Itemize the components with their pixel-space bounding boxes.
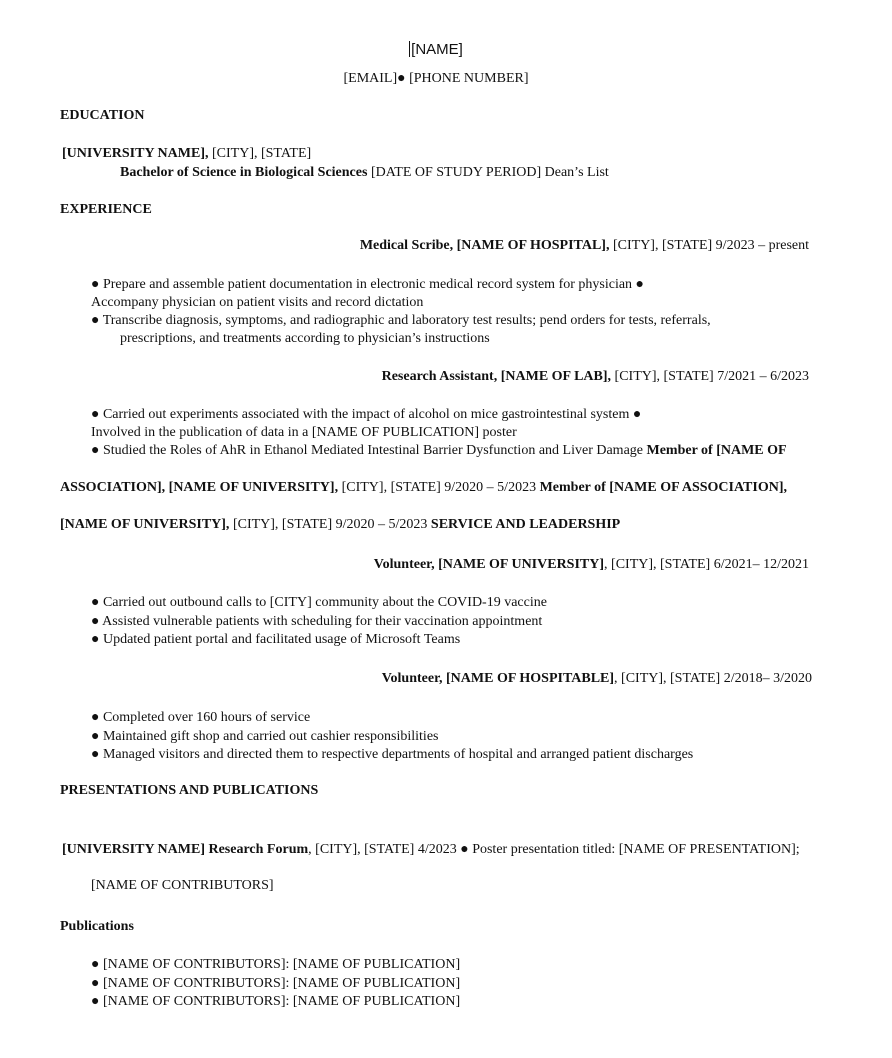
volunteer-2-title: Volunteer, [NAME OF HOSPITABLE] (381, 671, 615, 686)
service-heading: SERVICE AND LEADERSHIP (430, 517, 621, 532)
research-title-line (382, 368, 809, 386)
experience-heading: EXPERIENCE (60, 202, 152, 217)
forum-contributors: [NAME OF CONTRIBUTORS] (91, 878, 274, 893)
volunteer-1-bullet: ● Assisted vulnerable patients with scheduling for their vaccination appointment (91, 614, 543, 629)
presentations-heading: PRESENTATIONS AND PUBLICATIONS (60, 783, 319, 798)
volunteer-1-bullet: ● Updated patient portal and facilitated usage of Microsoft Teams (91, 632, 461, 647)
member-2-line (60, 516, 620, 534)
university-name: [UNIVERSITY NAME], (62, 146, 209, 161)
research-title: Research Assistant, [NAME OF LAB], (381, 369, 612, 384)
member-2-details: [CITY], [STATE] 9/2020 – 5/2023 (229, 517, 431, 532)
publication-item: ● [NAME OF CONTRIBUTORS]: [NAME OF PUBLICATION] (91, 976, 461, 991)
publication-item: ● [NAME OF CONTRIBUTORS]: [NAME OF PUBLICATION] (91, 957, 461, 972)
research-bullet-2: Involved in the publication of data in a [NAME OF PUBLICATION] poster (91, 425, 517, 440)
forum-details: , [CITY], [STATE] 4/2023 ● Poster presentation titled: [NAME OF PRESENTATION]; (308, 842, 800, 857)
member-1-org: ASSOCIATION], [NAME OF UNIVERSITY], (60, 480, 339, 495)
scribe-bullet-2: Accompany physician on patient visits and record dictation (91, 295, 424, 310)
volunteer-2-bullet: ● Completed over 160 hours of service (91, 710, 311, 725)
member-1-start: Member of [NAME OF (646, 443, 787, 458)
member-2-org: [NAME OF UNIVERSITY], (60, 517, 230, 532)
scribe-bullet-3-cont: prescriptions, and treatments according to physician’s instructions (120, 331, 490, 346)
volunteer-2-details: , [CITY], [STATE] 2/2018– 3/2020 (614, 671, 812, 686)
name-text: [NAME] (411, 41, 463, 58)
degree-details: [DATE OF STUDY PERIOD] Dean’s List (367, 165, 609, 180)
volunteer-2-title-line (382, 670, 812, 688)
forum-line (62, 841, 800, 859)
research-bullet-1: ● Carried out experiments associated with the impact of alcohol on mice gastrointestinal system ● (91, 407, 642, 422)
volunteer-2-bullet: ● Managed visitors and directed them to respective departments of hospital and arranged patient discharges (91, 747, 694, 762)
degree-name: Bachelor of Science in Biological Sciences (120, 165, 368, 180)
research-bullet-3-text: ● Studied the Roles of AhR in Ethanol Mediated Intestinal Barrier Dysfunction and Liver Damage (91, 443, 647, 458)
volunteer-1-details: , [CITY], [STATE] 6/2021– 12/2021 (604, 557, 809, 572)
scribe-title: Medical Scribe, [NAME OF HOSPITAL], (359, 238, 610, 253)
scribe-title-line (360, 237, 809, 255)
contact-line: [EMAIL]● [PHONE NUMBER] (343, 71, 529, 86)
volunteer-1-title: Volunteer, [NAME OF UNIVERSITY] (373, 557, 605, 572)
research-details: [CITY], [STATE] 7/2021 – 6/2023 (611, 369, 809, 384)
name-heading (0, 41, 872, 59)
member-2-start: Member of [NAME OF ASSOCIATION], (539, 480, 788, 495)
publication-item: ● [NAME OF CONTRIBUTORS]: [NAME OF PUBLICATION] (91, 994, 461, 1009)
university-location: [CITY], [STATE] (208, 146, 312, 161)
education-heading: EDUCATION (60, 108, 145, 123)
member-1-line (60, 479, 787, 497)
member-1-details: [CITY], [STATE] 9/2020 – 5/2023 (338, 480, 540, 495)
research-bullet-3 (91, 442, 787, 460)
forum-name: [UNIVERSITY NAME] Research Forum (62, 842, 309, 857)
volunteer-2-bullet: ● Maintained gift shop and carried out cashier responsibilities (91, 729, 439, 744)
education-degree-line (120, 164, 609, 182)
text-cursor (409, 41, 410, 57)
scribe-bullet-3: ● Transcribe diagnosis, symptoms, and radiographic and laboratory test results; pend orders for tests, referrals, (91, 313, 711, 328)
scribe-bullet-1: ● Prepare and assemble patient documentation in electronic medical record system for physician ● (91, 277, 644, 292)
scribe-details: [CITY], [STATE] 9/2023 – present (609, 238, 809, 253)
volunteer-1-title-line (374, 556, 809, 574)
volunteer-1-bullet: ● Carried out outbound calls to [CITY] community about the COVID-19 vaccine (91, 595, 547, 610)
publications-heading: Publications (60, 919, 134, 934)
education-university-line (62, 145, 311, 163)
